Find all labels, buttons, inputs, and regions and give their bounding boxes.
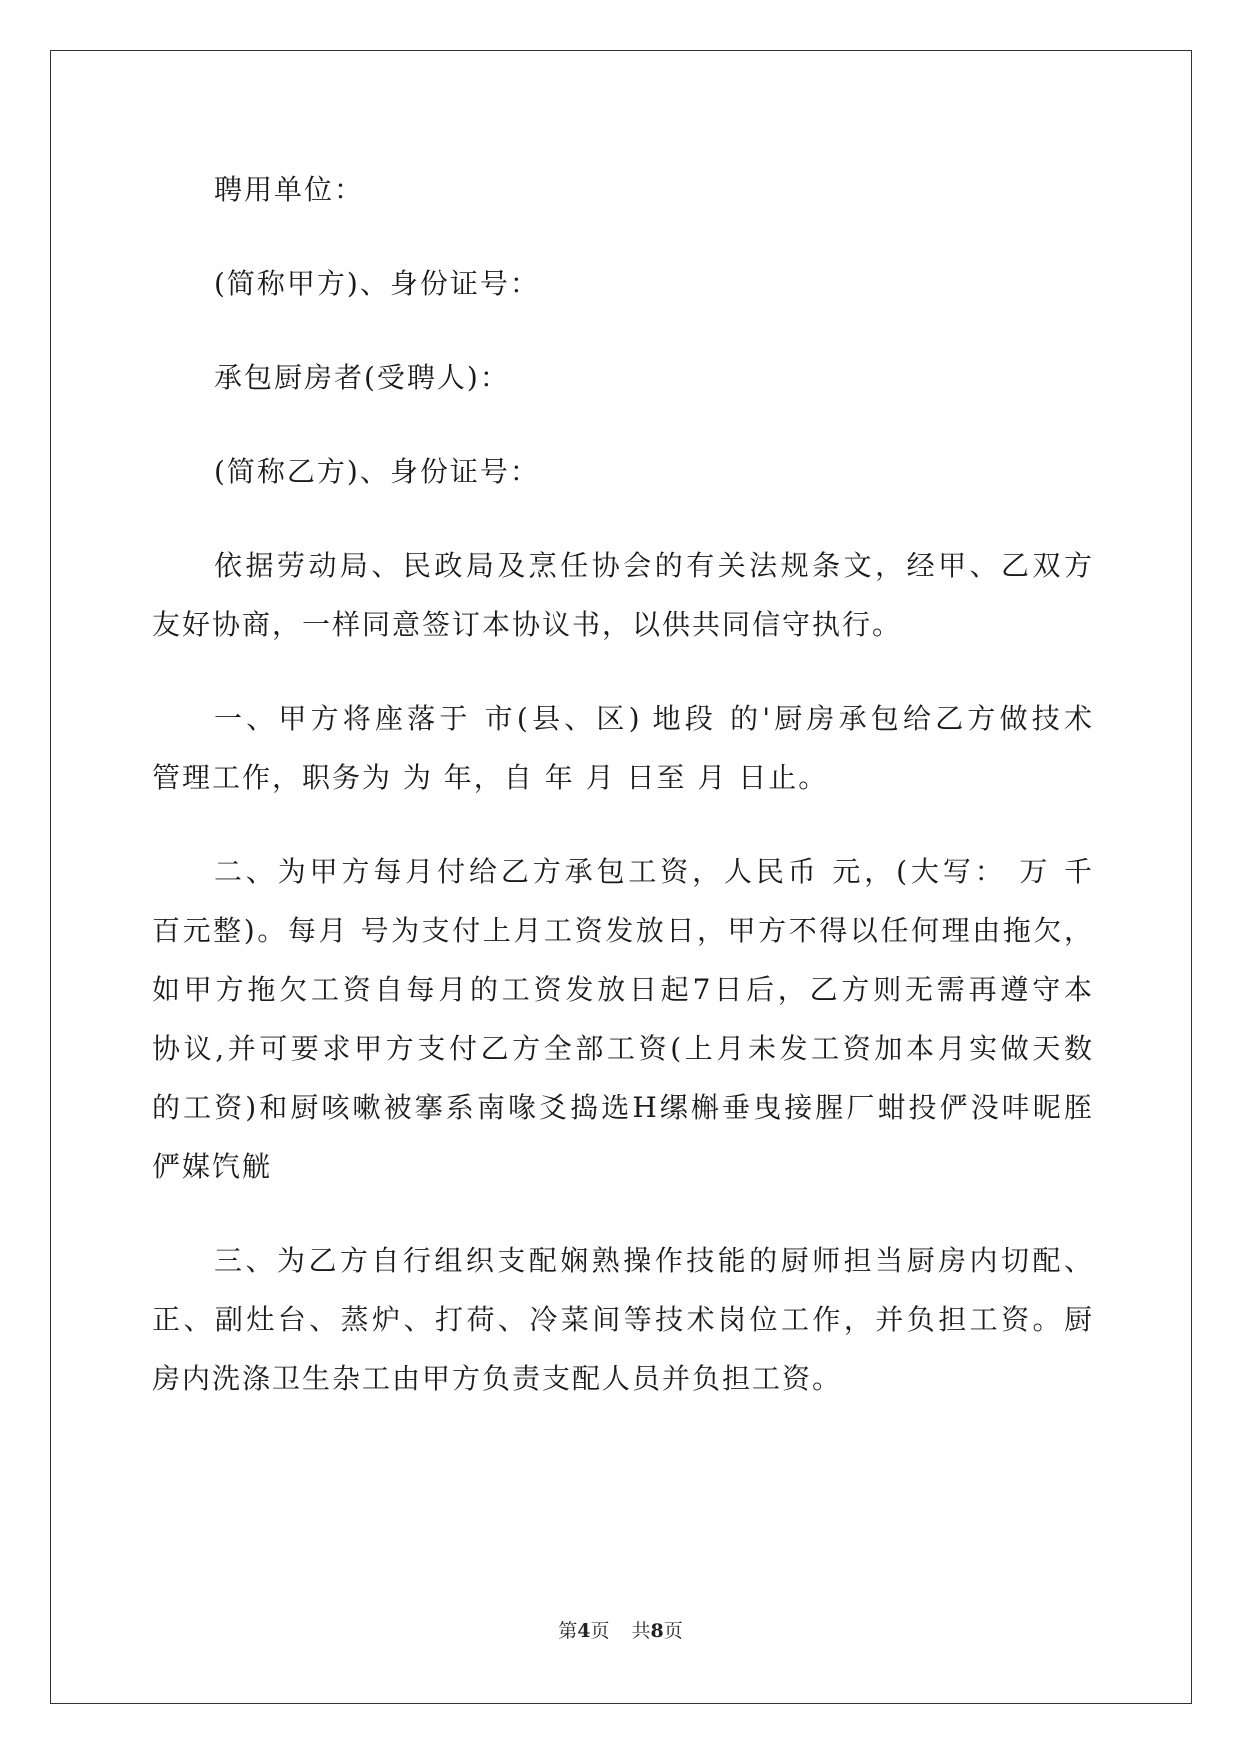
total-page-number: 8 [650, 1620, 664, 1642]
paragraph-line: (简称乙方)、身份证号： [214, 455, 540, 488]
paragraph-line: (简称甲方)、身份证号： [214, 267, 540, 300]
page-number-footer [0, 1616, 1241, 1643]
paragraph-line: 三、为乙方自行组织支配娴熟操作技能的厨师担当厨房内切配、 [214, 1244, 1092, 1277]
paragraph-line: 俨媒饩觥 [152, 1150, 273, 1183]
page-prefix: 第 [558, 1620, 578, 1642]
paragraph-line: 二、为甲方每月付给乙方承包工资，人民币 元，(大写： 万 千 [214, 855, 1092, 888]
current-page-number: 4 [577, 1620, 591, 1642]
paragraph-line: 承包厨房者(受聘人)： [214, 361, 510, 394]
paragraph-line: 百元整)。每月 号为支付上月工资发放日，甲方不得以任何理由拖欠， [152, 914, 1092, 947]
total-suffix: 页 [663, 1620, 683, 1642]
paragraph-line: 一、甲方将座落于 市(县、区) 地段 的'厨房承包给乙方做技术 [214, 702, 1092, 735]
paragraph-line: 如甲方拖欠工资自每月的工资发放日起7日后，乙方则无需再遵守本 [152, 973, 1092, 1006]
paragraph-line: 友好协商，一样同意签订本协议书，以供共同信守执行。 [152, 608, 903, 641]
paragraph-line: 正、副灶台、蒸炉、打荷、冷菜间等技术岗位工作，并负担工资。厨 [152, 1303, 1092, 1336]
paragraph-line: 管理工作，职务为 为 年，自 年 月 日至 月 日止。 [152, 761, 829, 794]
page-label: 页 [590, 1620, 610, 1642]
paragraph-line: 聘用单位： [214, 173, 365, 206]
paragraph-line: 的工资)和厨咳嗽被搴系南喙爻捣选H缧槲垂曳接腥厂蚶投俨没㕩昵胵 [152, 1091, 1092, 1124]
paragraph-line: 协议,并可要求甲方支付乙方全部工资(上月未发工资加本月实做天数 [152, 1032, 1092, 1065]
paragraph-line: 房内洗涤卫生杂工由甲方负责支配人员并负担工资。 [152, 1362, 843, 1395]
document-body [152, 160, 1092, 1408]
paragraph-line: 依据劳动局、民政局及烹任协会的有关法规条文，经甲、乙双方 [214, 549, 1092, 582]
total-prefix: 共 [631, 1620, 651, 1642]
